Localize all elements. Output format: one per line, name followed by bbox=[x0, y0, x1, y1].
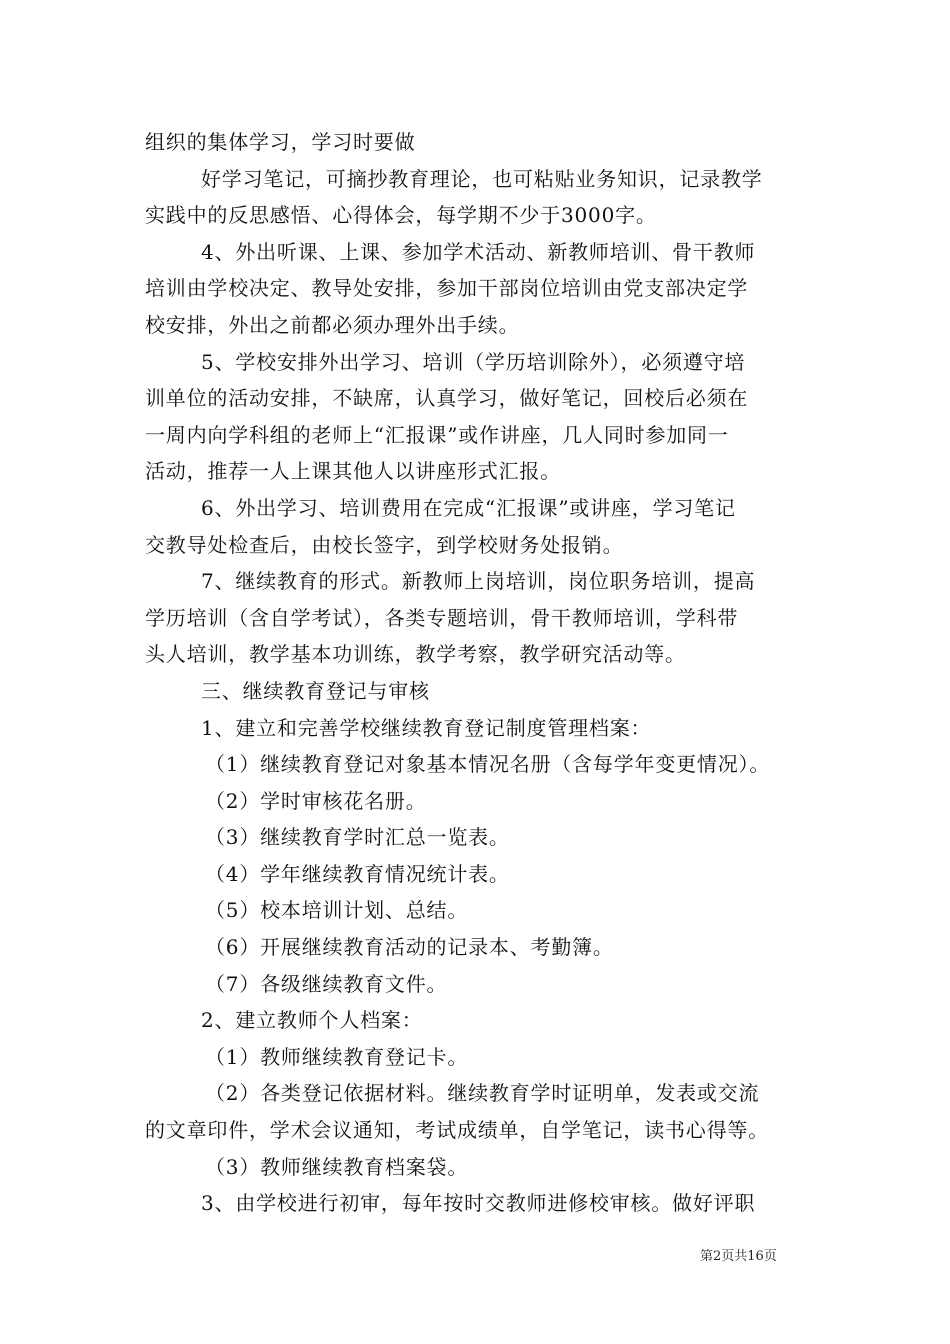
text-line: 交教导处检查后，由校长签字，到学校财务处报销。 bbox=[145, 532, 624, 557]
text-line: 2、建立教师个人档案： bbox=[201, 1008, 423, 1033]
text-line: 6、外出学习、培训费用在完成“汇报课”或讲座，学习笔记 bbox=[201, 495, 736, 520]
text-line: （7）各级继续教育文件。 bbox=[205, 971, 448, 996]
document-body bbox=[145, 124, 810, 1222]
text-line: （1）教师继续教育登记卡。 bbox=[205, 1044, 469, 1069]
text-line: 头人培训，教学基本功训练，教学考察，教学研究活动等。 bbox=[145, 642, 686, 667]
text-line: 一周内向学科组的老师上“汇报课”或作讲座，几人同时参加同一 bbox=[145, 422, 729, 447]
text-line: 训单位的活动安排，不缺席，认真学习，做好笔记，回校后必须在 bbox=[145, 386, 749, 411]
text-line: （4）学年继续教育情况统计表。 bbox=[205, 861, 510, 886]
page-number: 第2页共16页 bbox=[700, 1249, 777, 1264]
text-line: 实践中的反思感悟、心得体会，每学期不少于3000字。 bbox=[145, 203, 657, 228]
text-line: （2）学时审核花名册。 bbox=[205, 788, 427, 813]
text-line: （3）教师继续教育档案袋。 bbox=[205, 1154, 469, 1179]
text-line: 5、学校安排外出学习、培训（学历培训除外），必须遵守培 bbox=[201, 349, 746, 374]
text-line: （1）继续教育登记对象基本情况名册（含每学年变更情况）。 bbox=[205, 752, 771, 777]
text-line: 三、继续教育登记与审核 bbox=[201, 678, 430, 703]
text-line: 校安排，外出之前都必须办理外出手续。 bbox=[145, 312, 520, 337]
text-line: 活动，推荐一人上课其他人以讲座形式汇报。 bbox=[145, 459, 561, 484]
text-line: 的文章印件，学术会议通知，考试成绩单，自学笔记，读书心得等。 bbox=[145, 1118, 769, 1143]
text-line: 组织的集体学习，学习时要做 bbox=[145, 130, 416, 154]
text-line: 7、继续教育的形式。新教师上岗培训，岗位职务培训，提高 bbox=[201, 569, 756, 594]
text-line: （3）继续教育学时汇总一览表。 bbox=[205, 825, 510, 850]
text-line: （6）开展继续教育活动的记录本、考勤簿。 bbox=[205, 935, 614, 960]
text-line: （2）各类登记依据材料。继续教育学时证明单，发表或交流 bbox=[205, 1081, 760, 1106]
text-line: 3、由学校进行初审，每年按时交教师进修校审核。做好评职 bbox=[201, 1191, 756, 1216]
text-line: 4、外出听课、上课、参加学术活动、新教师培训、骨干教师 bbox=[201, 239, 756, 264]
text-line: 1、建立和完善学校继续教育登记制度管理档案： bbox=[201, 715, 652, 740]
text-line: （5）校本培训计划、总结。 bbox=[205, 898, 469, 923]
text-line: 好学习笔记，可摘抄教育理论，也可粘贴业务知识，记录教学 bbox=[201, 166, 763, 191]
text-line: 培训由学校决定、教导处安排，参加干部岗位培训由党支部决定学 bbox=[145, 276, 749, 301]
text-line: 学历培训（含自学考试），各类专题培训，骨干教师培训，学科带 bbox=[145, 605, 739, 630]
